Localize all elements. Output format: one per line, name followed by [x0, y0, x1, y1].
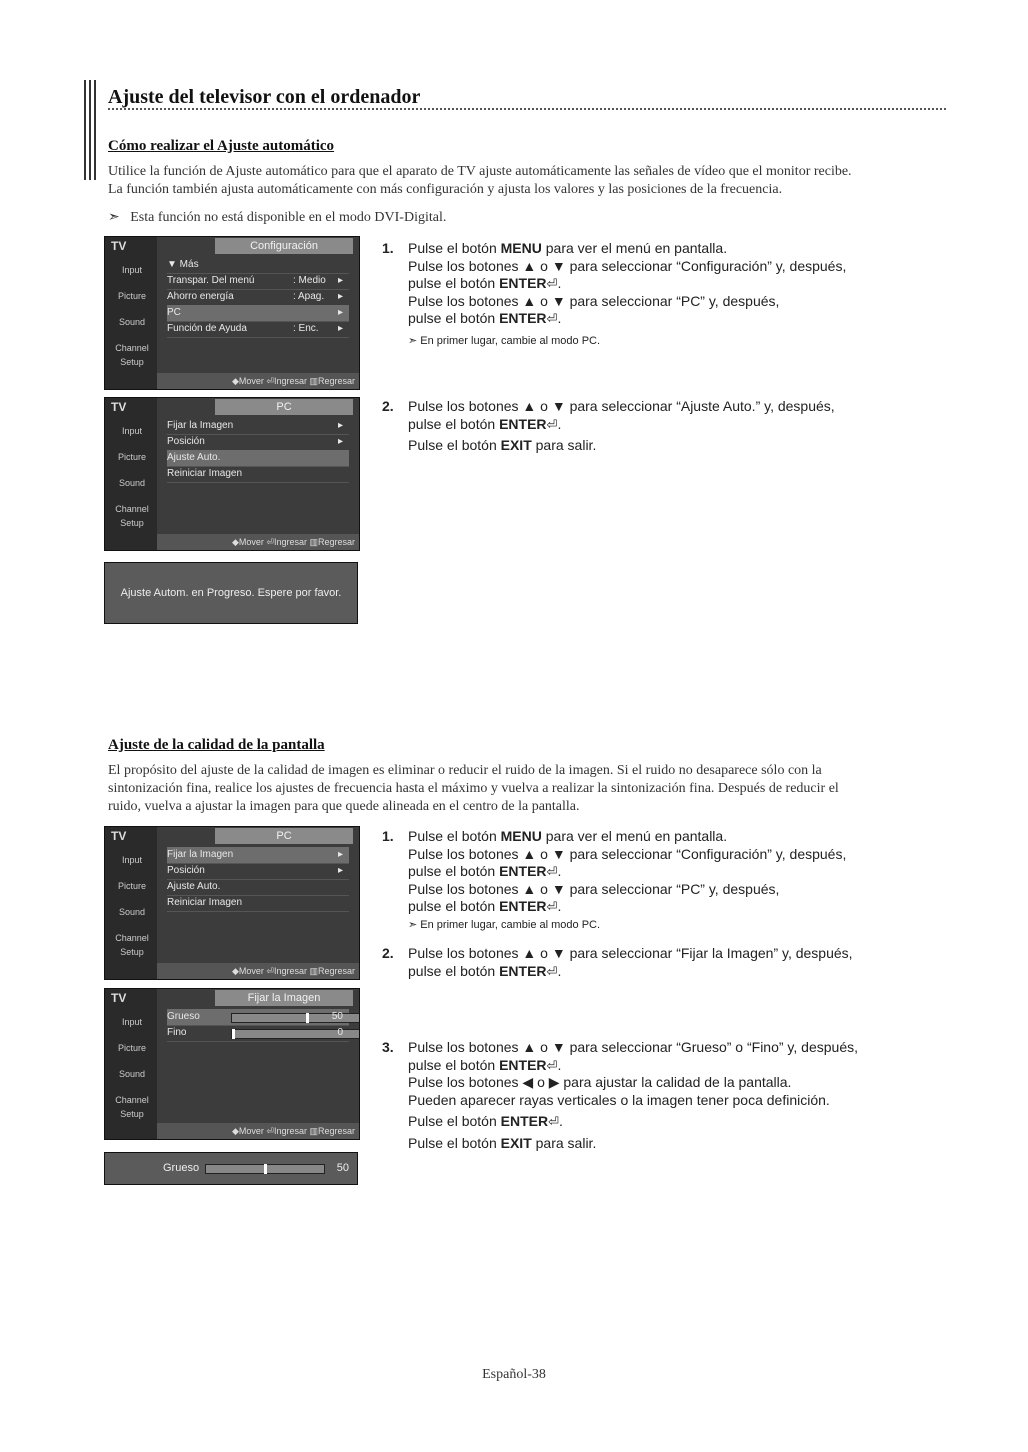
- enter-icon: ⏎: [546, 1057, 558, 1073]
- section1-para2: La función también ajusta automáticamente con más configuración y ajusta los valores y las posiciones de la frecuencia.: [108, 182, 783, 197]
- section1-heading: Cómo realizar el Ajuste automático: [108, 138, 335, 154]
- step-text: Pulse los botones ▲ o ▼ para seleccionar “PC” y, después,: [408, 880, 780, 897]
- section2-para2: sintonización fina, realice los ajustes de frecuencia hasta el máximo y vuelva a realizar la sintonización fina. Después de reducir el: [108, 781, 839, 796]
- enter-key: ENTER: [499, 962, 547, 979]
- slider-label: Fino: [167, 1027, 187, 1038]
- step-text: Pueden aparecer rayas verticales o la imagen tener poca definición.: [408, 1091, 830, 1108]
- note-arrow-icon: ➣: [108, 210, 120, 225]
- tv-side-sound: Sound: [118, 1069, 146, 1079]
- tv-footer: ◆Mover ⏎Ingresar ▥Regresar: [157, 373, 359, 389]
- tv-side-channel: Channel: [115, 1095, 149, 1105]
- tv-side-picture: Picture: [117, 452, 146, 462]
- section1-step-1: 1. Pulse el botón MENU para ver el menú en pantalla. Pulse los botones ▲ o ▼ para seleccionar “Configuración” y, después, pulse el botón ENTER⏎. Pulse los botones ▲ o ▼ para seleccionar “PC” y, después, pulse el botón ENTER⏎. ➣ En primer lugar, cambie al modo PC.: [382, 240, 847, 347]
- grueso-banner: [104, 1152, 358, 1185]
- step-note: En primer lugar, cambie al modo PC.: [420, 334, 601, 347]
- tv-side-sound: Sound: [118, 907, 146, 917]
- chevron-right-icon: ▸: [337, 865, 343, 876]
- page-number: Español-38: [482, 1367, 546, 1382]
- tv-menu-configuracion: [104, 236, 360, 390]
- enter-icon: ⏎: [546, 416, 558, 432]
- section2-heading: Ajuste de la calidad de la pantalla: [108, 737, 325, 753]
- tv-menu-pc: [104, 826, 360, 980]
- slider-value: 0: [337, 1027, 343, 1038]
- tv-side-picture: Picture: [117, 291, 146, 301]
- step-note: En primer lugar, cambie al modo PC.: [420, 918, 601, 931]
- tv-menu-item-selected[interactable]: Fijar la Imagen ▸: [167, 847, 349, 864]
- enter-icon: ⏎: [546, 899, 558, 914]
- section2-step-3: 3. Pulse los botones ▲ o ▼ para seleccionar “Grueso” o “Fino” y, después, pulse el botón ENTER⏎. Pulse los botones ◀ o ▶ para ajustar la calidad de la pantalla. Pueden aparecer rayas verticales o la imagen tener poca definición. Pulse el botón ENTER⏎. Pulse el botón EXIT para salir.: [382, 1039, 858, 1151]
- chevron-right-icon: ▸: [337, 420, 343, 431]
- tv-menu-item[interactable]: Función de Ayuda : Enc. ▸: [167, 321, 349, 338]
- tv-side-picture: Picture: [117, 881, 146, 891]
- tv-side-sound: Sound: [118, 317, 146, 327]
- tv-side-channel: Channel: [115, 504, 149, 514]
- title-decoration: [84, 80, 104, 180]
- page-title: Ajuste del televisor con el ordenador: [108, 86, 421, 108]
- slider-row-fino[interactable]: [167, 1025, 349, 1042]
- section1-note-text: Esta función no está disponible en el modo DVI-Digital.: [130, 210, 447, 225]
- step-number: 2.: [382, 945, 394, 961]
- chevron-right-icon: ▸: [337, 323, 343, 334]
- tv-side-setup: Setup: [120, 1109, 144, 1119]
- auto-adjust-progress-banner: Ajuste Autom. en Progreso. Espere por favor.: [104, 562, 358, 624]
- title-rule: [108, 108, 946, 110]
- enter-key: ENTER: [500, 1113, 549, 1129]
- tv-side-channel: Channel: [115, 933, 149, 943]
- banner-label: Grueso: [163, 1162, 200, 1174]
- tv-side-channel: Channel: [115, 343, 149, 353]
- section2-para3: ruido, vuelva a ajustar la imagen para que quede alineada en el centro de la pantalla.: [108, 799, 580, 814]
- tv-side-input: Input: [121, 855, 143, 865]
- tv-menu-title: PC: [215, 399, 353, 415]
- tv-side-input: Input: [121, 426, 143, 436]
- tv-brand: TV: [111, 991, 127, 1005]
- step-text: Pulse los botones ▲ o ▼ para seleccionar “Ajuste Auto.” y, después,: [408, 398, 835, 414]
- tv-side-setup: Setup: [120, 357, 144, 367]
- tv-menu-item[interactable]: Ahorro energía : Apag. ▸: [167, 289, 349, 306]
- tv-menu-item[interactable]: Reiniciar Imagen: [167, 466, 349, 483]
- tv-side-input: Input: [121, 1017, 143, 1027]
- tv-menu-title: PC: [215, 828, 353, 844]
- tv-footer: ◆Mover ⏎Ingresar ▥Regresar: [157, 1123, 359, 1139]
- enter-key: ENTER: [499, 415, 547, 432]
- tv-menu-item[interactable]: Transpar. Del menú : Medio ▸: [167, 273, 349, 290]
- tv-menu-item-selected[interactable]: Ajuste Auto.: [167, 450, 349, 467]
- step-number: 1.: [382, 240, 394, 256]
- tv-menu-item[interactable]: ▼ Más: [167, 257, 349, 274]
- menu-key: MENU: [500, 240, 542, 256]
- step-text: Pulse los botones ▲ o ▼ para seleccionar “Fijar la Imagen” y, después,: [408, 945, 853, 961]
- step-text: Pulse los botones ▲ o ▼ para seleccionar “Grueso” o “Fino” y, después,: [408, 1039, 858, 1055]
- step-number: 2.: [382, 398, 394, 414]
- section2-para1: El propósito del ajuste de la calidad de imagen es eliminar o reducir el ruido de la imagen. Si el ruido no desaparece sólo con la: [108, 763, 822, 778]
- slider-knob[interactable]: [306, 1013, 309, 1023]
- tv-brand: TV: [111, 829, 127, 843]
- tv-menu-item-selected[interactable]: PC ▸: [167, 305, 349, 322]
- enter-icon: ⏎: [546, 311, 558, 326]
- step-text: Pulse los botones ▲ o ▼ para seleccionar “PC” y, después,: [408, 292, 780, 309]
- exit-key: EXIT: [500, 437, 532, 453]
- tv-side-setup: Setup: [120, 947, 144, 957]
- slider-knob[interactable]: [232, 1029, 235, 1039]
- step-text: Pulse los botones ▲ o ▼ para seleccionar “Configuración” y, después,: [408, 257, 847, 274]
- enter-icon: ⏎: [548, 1114, 559, 1129]
- section2-step-1: 1. Pulse el botón MENU para ver el menú en pantalla. Pulse los botones ▲ o ▼ para seleccionar “Configuración” y, después, pulse el botón ENTER⏎. Pulse los botones ▲ o ▼ para seleccionar “PC” y, después, pulse el botón ENTER⏎. ➣ En primer lugar, cambie al modo PC.: [382, 828, 847, 931]
- enter-icon: ⏎: [546, 276, 558, 291]
- enter-key: ENTER: [499, 1056, 547, 1073]
- step-number: 1.: [382, 828, 394, 844]
- section1-note: [108, 209, 446, 226]
- tv-side-picture: Picture: [117, 1043, 146, 1053]
- step-number: 3.: [382, 1039, 394, 1055]
- banner-slider[interactable]: [205, 1164, 325, 1174]
- tv-footer: ◆Mover ⏎Ingresar ▥Regresar: [157, 534, 359, 550]
- tv-menu-item[interactable]: Reiniciar Imagen: [167, 895, 349, 912]
- chevron-right-icon: ▸: [337, 275, 343, 286]
- tv-side-setup: Setup: [120, 518, 144, 528]
- tv-footer: ◆Mover ⏎Ingresar ▥Regresar: [157, 963, 359, 979]
- exit-key: EXIT: [500, 1134, 532, 1151]
- tv-menu-pc: [104, 397, 360, 551]
- step-text: Pulse los botones ◀ o ▶ para ajustar la calidad de la pantalla.: [408, 1074, 792, 1090]
- note-arrow-icon: ➣: [408, 918, 418, 931]
- chevron-right-icon: ▸: [337, 436, 343, 447]
- tv-menu-title: Fijar la Imagen: [215, 990, 353, 1006]
- chevron-right-icon: ▸: [337, 307, 343, 318]
- banner-value: 50: [336, 1162, 349, 1174]
- tv-brand: TV: [111, 400, 127, 414]
- tv-side-sound: Sound: [118, 478, 146, 488]
- tv-brand: TV: [111, 239, 127, 253]
- slider-value: 50: [331, 1011, 343, 1022]
- tv-menu-item[interactable]: Posición ▸: [167, 434, 349, 451]
- tv-menu-title: Configuración: [215, 238, 353, 254]
- tv-menu-item[interactable]: Posición ▸: [167, 863, 349, 880]
- step-text: Pulse los botones ▲ o ▼ para seleccionar “Configuración” y, después,: [408, 845, 847, 862]
- enter-key: ENTER: [499, 898, 547, 914]
- tv-menu-item[interactable]: Fijar la Imagen ▸: [167, 418, 349, 435]
- section1-step-2: 2. Pulse los botones ▲ o ▼ para seleccionar “Ajuste Auto.” y, después, pulse el botón ENTER⏎. Pulse el botón EXIT para salir.: [382, 398, 835, 453]
- tv-menu-fijar-imagen: [104, 988, 360, 1140]
- enter-icon: ⏎: [546, 864, 558, 879]
- enter-key: ENTER: [499, 275, 547, 291]
- chevron-right-icon: ▸: [337, 849, 343, 860]
- slider-label: Grueso: [167, 1011, 200, 1022]
- note-arrow-icon: ➣: [408, 334, 418, 347]
- section1-para1: Utilice la función de Ajuste automático para que el aparato de TV ajuste automáticamente las señales de vídeo que el monitor recibe.: [108, 164, 852, 179]
- tv-side-input: Input: [121, 265, 143, 275]
- enter-icon: ⏎: [546, 963, 558, 979]
- slider-row-grueso[interactable]: [167, 1009, 349, 1026]
- chevron-right-icon: ▸: [337, 291, 343, 302]
- menu-key: MENU: [500, 828, 542, 844]
- slider-knob[interactable]: [264, 1164, 267, 1174]
- section2-step-2: 2. Pulse los botones ▲ o ▼ para seleccionar “Fijar la Imagen” y, después, pulse el botón ENTER⏎.: [382, 945, 853, 979]
- tv-menu-item[interactable]: Ajuste Auto.: [167, 879, 349, 896]
- enter-key: ENTER: [499, 310, 547, 326]
- enter-key: ENTER: [499, 863, 547, 879]
